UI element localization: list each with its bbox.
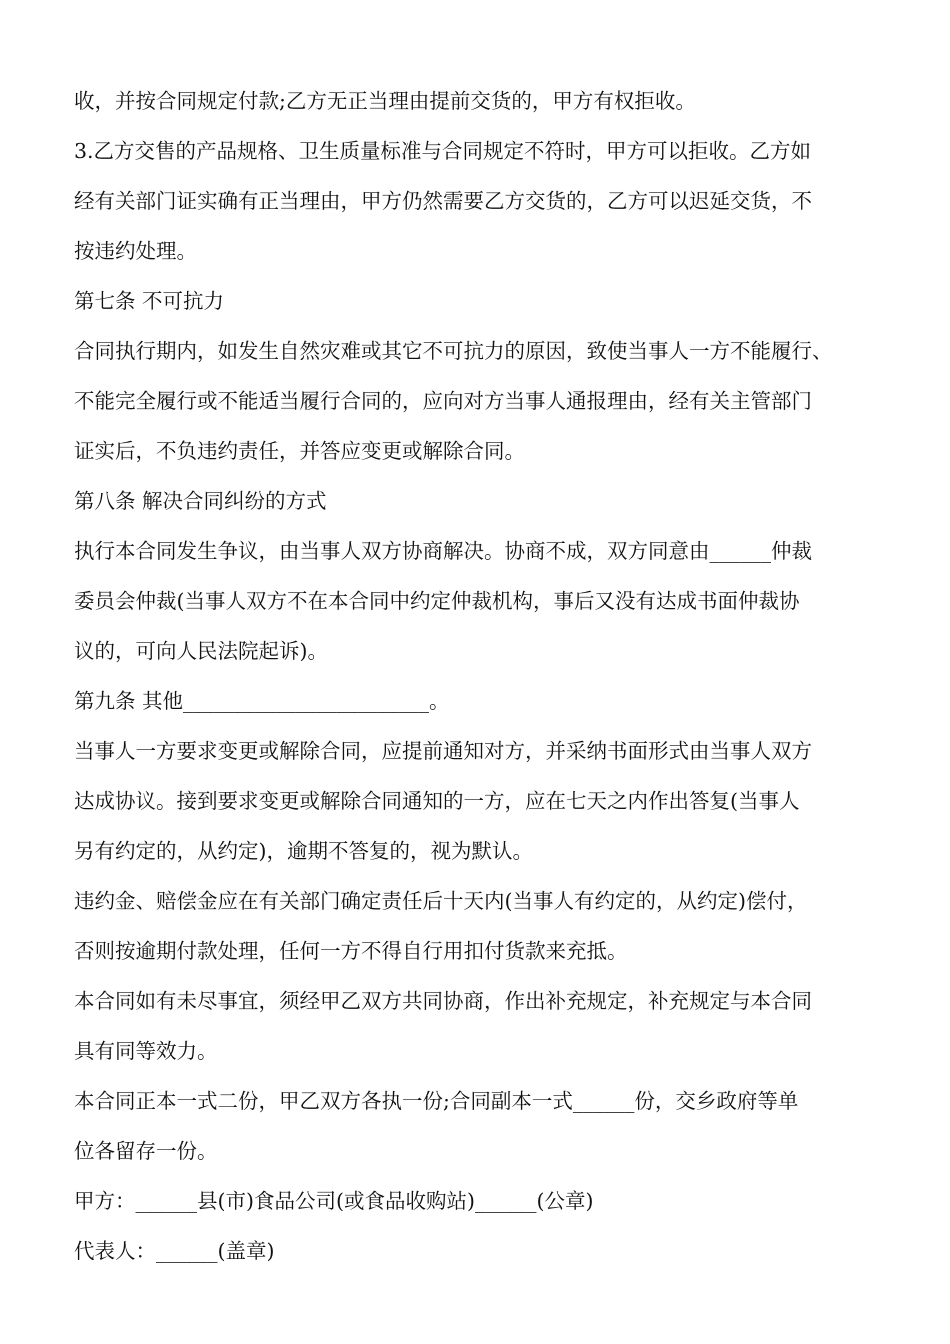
- text-line: 否则按逾期付款处理，任何一方不得自行用扣付货款来充抵。: [74, 939, 628, 963]
- text-line: 不能完全履行或不能适当履行合同的，应向对方当事人通报理由，经有关主管部门: [74, 389, 812, 413]
- text-line: 合同执行期内，如发生自然灾难或其它不可抗力的原因，致使当事人一方不能履行、: [74, 339, 833, 363]
- text-line: 收，并按合同规定付款;乙方无正当理由提前交货的，甲方有权拒收。: [74, 89, 696, 113]
- section-heading-9: 第九条 其他________________________。: [74, 689, 450, 713]
- text-line: 另有约定的，从约定)，逾期不答复的，视为默认。: [74, 839, 533, 863]
- text-line: 3.乙方交售的产品规格、卫生质量标准与合同规定不符时，甲方可以拒收。乙方如: [74, 139, 812, 163]
- text-line: 经有关部门证实确有正当理由，甲方仍然需要乙方交货的，乙方可以迟延交货，不: [74, 189, 812, 213]
- text-line: 本合同正本一式二份，甲乙双方各执一份;合同副本一式______份，交乡政府等单: [74, 1089, 799, 1113]
- party-a-signature-line: 甲方：______县(市)食品公司(或食品收购站)______(公章): [74, 1189, 594, 1213]
- text-line: 委员会仲裁(当事人双方不在本合同中约定仲裁机构，事后又没有达成书面仲裁协: [74, 589, 800, 613]
- representative-line: 代表人：______(盖章): [74, 1239, 275, 1263]
- section-heading-8: 第八条 解决合同纠纷的方式: [74, 489, 327, 513]
- section-heading-7: 第七条 不可抗力: [74, 289, 225, 313]
- text-line: 本合同如有未尽事宜，须经甲乙双方共同协商，作出补充规定，补充规定与本合同: [74, 989, 812, 1013]
- text-line: 执行本合同发生争议，由当事人双方协商解决。协商不成，双方同意由______仲裁: [74, 539, 812, 563]
- text-line: 违约金、赔偿金应在有关部门确定责任后十天内(当事人有约定的，从约定)偿付，: [74, 889, 808, 913]
- text-line: 达成协议。接到要求变更或解除合同通知的一方，应在七天之内作出答复(当事人: [74, 789, 800, 813]
- text-line: 位各留存一份。: [74, 1139, 218, 1163]
- text-line: 证实后，不负违约责任，并答应变更或解除合同。: [74, 439, 525, 463]
- text-line: 具有同等效力。: [74, 1039, 218, 1063]
- text-line: 议的，可向人民法院起诉)。: [74, 639, 328, 663]
- text-line: 当事人一方要求变更或解除合同，应提前通知对方，并采纳书面形式由当事人双方: [74, 739, 812, 763]
- text-line: 按违约处理。: [74, 239, 197, 263]
